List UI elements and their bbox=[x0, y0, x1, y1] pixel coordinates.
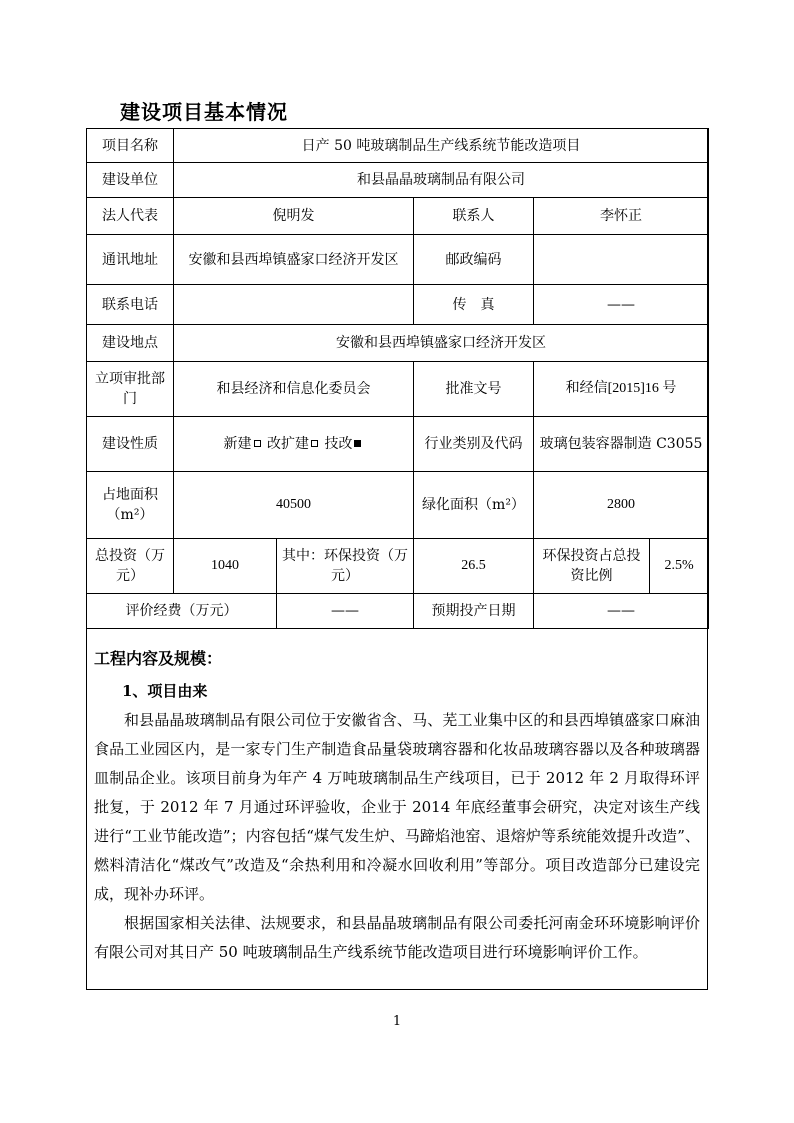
contact-label: 联系人 bbox=[414, 198, 534, 235]
green-label: 绿化面积（m²） bbox=[414, 472, 534, 539]
page-number: 1 bbox=[392, 1014, 402, 1029]
postcode-label: 邮政编码 bbox=[414, 235, 534, 285]
fax-value: —— bbox=[534, 285, 709, 325]
phone-value bbox=[174, 285, 414, 325]
address-label: 通讯地址 bbox=[87, 235, 174, 285]
legal-rep-label: 法人代表 bbox=[87, 198, 174, 235]
sub-heading: 1、项目由来 bbox=[122, 682, 208, 700]
table-row bbox=[87, 235, 709, 285]
green-value: 2800 bbox=[534, 472, 709, 539]
table-row bbox=[87, 325, 709, 362]
page-title: 建设项目基本情况 bbox=[120, 100, 288, 124]
site-label: 建设地点 bbox=[87, 325, 174, 362]
approval-dept-value: 和县经济和信息化委员会 bbox=[174, 362, 414, 417]
table-row bbox=[87, 129, 709, 163]
prod-date-label: 预期投产日期 bbox=[414, 594, 534, 629]
contact-value: 李怀正 bbox=[534, 198, 709, 235]
table-row bbox=[87, 594, 709, 629]
project-name-value: 日产 50 吨玻璃制品生产线系统节能改造项目 bbox=[174, 129, 709, 163]
paragraph-legal-basis: 根据国家相关法律、法规要求，和县晶晶玻璃制品有限公司委托河南金环环境影响评价有限公司对其日产 50 吨玻璃制品生产线系统节能改造项目进行环境影响评价工作。 bbox=[94, 914, 700, 961]
table-row bbox=[87, 285, 709, 325]
nature-expand-checkbox bbox=[311, 440, 318, 447]
nature-tech-label: 技改 bbox=[324, 436, 353, 452]
approval-no-label: 批准文号 bbox=[414, 362, 534, 417]
invest-value: 1040 bbox=[174, 539, 277, 594]
eval-fee-label: 评价经费（万元） bbox=[87, 594, 277, 629]
legal-rep-value: 倪明发 bbox=[174, 198, 414, 235]
site-value: 安徽和县西埠镇盛家口经济开发区 bbox=[174, 325, 709, 362]
paragraph-project-origin: 和县晶晶玻璃制品有限公司位于安徽省含、马、芜工业集中区的和县西埠镇盛家口麻油食品工业园区内，是一家专门生产制造食品量袋玻璃容器和化妆品玻璃容器以及各种玻璃器皿制品企业。该项目前身为年产 4 万吨玻璃制品生产线项目，已于 2012 年 2 月取得环评批复，于 2012 年 7 月通过环评验收，企业于 2014 年底经董事会研究，决定对该生产线进行“工业节能改造”；内容包括“煤气发生炉、马蹄焰池窑、退熔炉等系统能效提升改造”、燃料清洁化“煤改气”改造及“余热利用和冷凝水回收利用”等部分。项目改造部分已建设完成，现补办环评。 bbox=[94, 711, 700, 903]
table-row bbox=[87, 539, 709, 594]
basic-info-table bbox=[86, 128, 709, 629]
project-content bbox=[94, 640, 700, 967]
env-ratio-value: 2.5% bbox=[650, 539, 709, 594]
approval-dept-label: 立项审批部门 bbox=[87, 362, 174, 417]
approval-no-value: 和经信[2015]16 号 bbox=[534, 362, 709, 417]
fax-label: 传 真 bbox=[414, 285, 534, 325]
phone-label: 联系电话 bbox=[87, 285, 174, 325]
project-name-label: 项目名称 bbox=[87, 129, 174, 163]
table-row bbox=[87, 417, 709, 472]
nature-expand-label: 改扩建 bbox=[267, 436, 309, 452]
section-heading: 工程内容及规模： bbox=[94, 649, 223, 668]
eval-fee-value: —— bbox=[277, 594, 414, 629]
unit-value: 和县晶晶玻璃制品有限公司 bbox=[174, 163, 709, 198]
table-row bbox=[87, 472, 709, 539]
unit-label: 建设单位 bbox=[87, 163, 174, 198]
address-value: 安徽和县西埠镇盛家口经济开发区 bbox=[174, 235, 414, 285]
industry-label: 行业类别及代码 bbox=[414, 417, 534, 472]
area-label: 占地面积（m²） bbox=[87, 472, 174, 539]
nature-label: 建设性质 bbox=[87, 417, 174, 472]
table-row bbox=[87, 362, 709, 417]
env-invest-label: 其中：环保投资（万元） bbox=[277, 539, 414, 594]
industry-value: 玻璃包装容器制造 C3055 bbox=[534, 417, 709, 472]
nature-tech-checkbox-checked bbox=[354, 440, 361, 447]
postcode-value bbox=[534, 235, 709, 285]
env-ratio-label: 环保投资占总投资比例 bbox=[534, 539, 650, 594]
nature-options bbox=[174, 417, 414, 472]
nature-new-label: 新建 bbox=[223, 436, 252, 452]
table-row bbox=[87, 198, 709, 235]
invest-label: 总投资（万元） bbox=[87, 539, 174, 594]
nature-new-checkbox bbox=[254, 440, 261, 447]
env-invest-value: 26.5 bbox=[414, 539, 534, 594]
prod-date-value: —— bbox=[534, 594, 709, 629]
table-row bbox=[87, 163, 709, 198]
area-value: 40500 bbox=[174, 472, 414, 539]
